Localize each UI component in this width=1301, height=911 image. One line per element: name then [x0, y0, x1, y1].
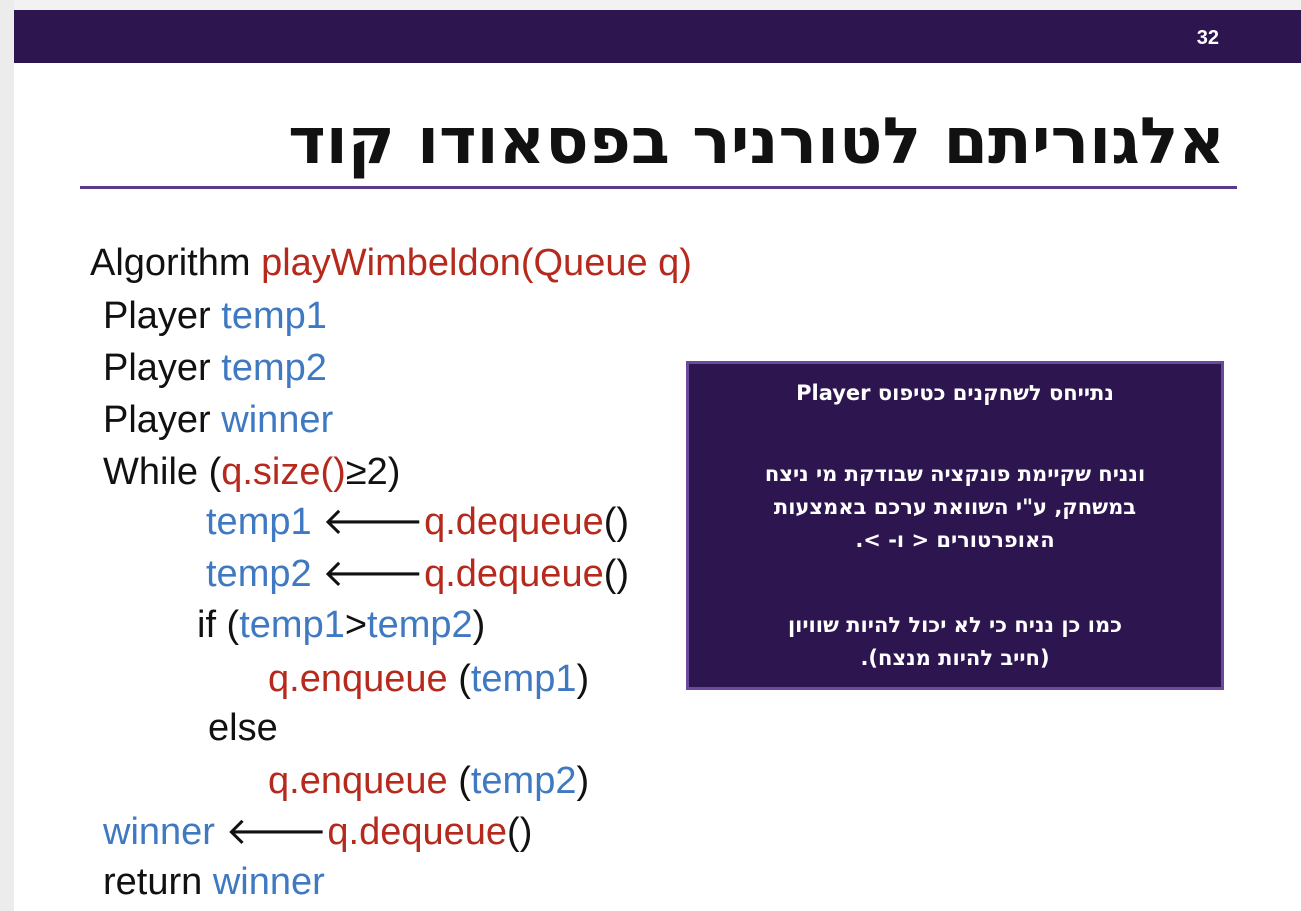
- code-token: temp1: [239, 604, 345, 646]
- code-token: winner: [221, 399, 334, 441]
- code-token: (): [507, 811, 533, 853]
- code-token: 🡐: [225, 811, 328, 853]
- code-token: q.enqueue: [268, 760, 459, 802]
- code-token: Player: [103, 347, 222, 389]
- code-token: Player: [103, 295, 222, 337]
- code-token: q.enqueue: [268, 658, 459, 700]
- code-line: [103, 345, 327, 391]
- code-token: (: [458, 760, 471, 802]
- note-body-line: במשחק, ע"י השוואת ערכם באמצעות: [773, 495, 1137, 519]
- code-line: [103, 859, 325, 905]
- code-token: temp2: [470, 760, 577, 802]
- code-token: playWimbeldon(Queue q): [261, 242, 692, 284]
- code-token: temp1: [470, 658, 577, 700]
- code-token: 🡐: [322, 553, 425, 595]
- code-line: [268, 758, 589, 804]
- note-footer-line: כמו כן נניח כי לא יכול להיות שוויון: [787, 613, 1123, 637]
- code-line: [197, 602, 485, 648]
- code-line: [103, 293, 327, 339]
- note-box: [686, 361, 1224, 690]
- code-line: [90, 240, 692, 286]
- code-token: ): [576, 658, 590, 700]
- code-line: [103, 449, 400, 495]
- slide-number: 32: [1196, 27, 1219, 49]
- code-line: [206, 499, 629, 545]
- code-token: ≥2): [345, 451, 401, 493]
- note-body-line: ונניח שקיימת פונקציה שבודקת מי ניצח: [764, 462, 1146, 486]
- code-token: temp2: [206, 553, 323, 595]
- code-token: winner: [103, 811, 226, 853]
- code-token: return: [103, 861, 213, 903]
- code-line: [268, 656, 589, 702]
- code-line: [208, 705, 278, 751]
- code-token: While (: [103, 451, 222, 493]
- code-token: (): [603, 553, 630, 595]
- code-token: else: [208, 707, 278, 749]
- code-token: (: [458, 658, 471, 700]
- code-token: Player: [103, 399, 222, 441]
- code-token: ): [576, 760, 590, 802]
- code-token: temp1: [206, 501, 323, 543]
- note-body-line: האופרטורים < ו- >.: [855, 528, 1055, 552]
- code-token: q.dequeue: [424, 553, 604, 595]
- code-line: [103, 809, 532, 855]
- code-token: >: [344, 604, 368, 646]
- code-token: temp2: [367, 604, 473, 646]
- code-token: q.size(): [221, 451, 346, 493]
- code-token: (): [603, 501, 630, 543]
- note-footer-line: (חייב להיות מנצח).: [860, 646, 1050, 670]
- code-token: q.dequeue: [424, 501, 604, 543]
- code-token: Algorithm: [90, 242, 262, 284]
- code-token: q.dequeue: [327, 811, 508, 853]
- code-token: temp1: [221, 295, 327, 337]
- code-token: if (: [197, 604, 240, 646]
- code-line: [103, 397, 333, 443]
- note-heading: נתייחס לשחקנים כטיפוס Player: [796, 381, 1114, 405]
- code-line: [206, 551, 629, 597]
- code-token: winner: [212, 861, 325, 903]
- code-token: temp2: [221, 347, 327, 389]
- code-token: 🡐: [322, 501, 425, 543]
- code-token: ): [472, 604, 486, 646]
- slide-title: אלגוריתם לטורניר בפסאודו קוד: [288, 105, 1225, 179]
